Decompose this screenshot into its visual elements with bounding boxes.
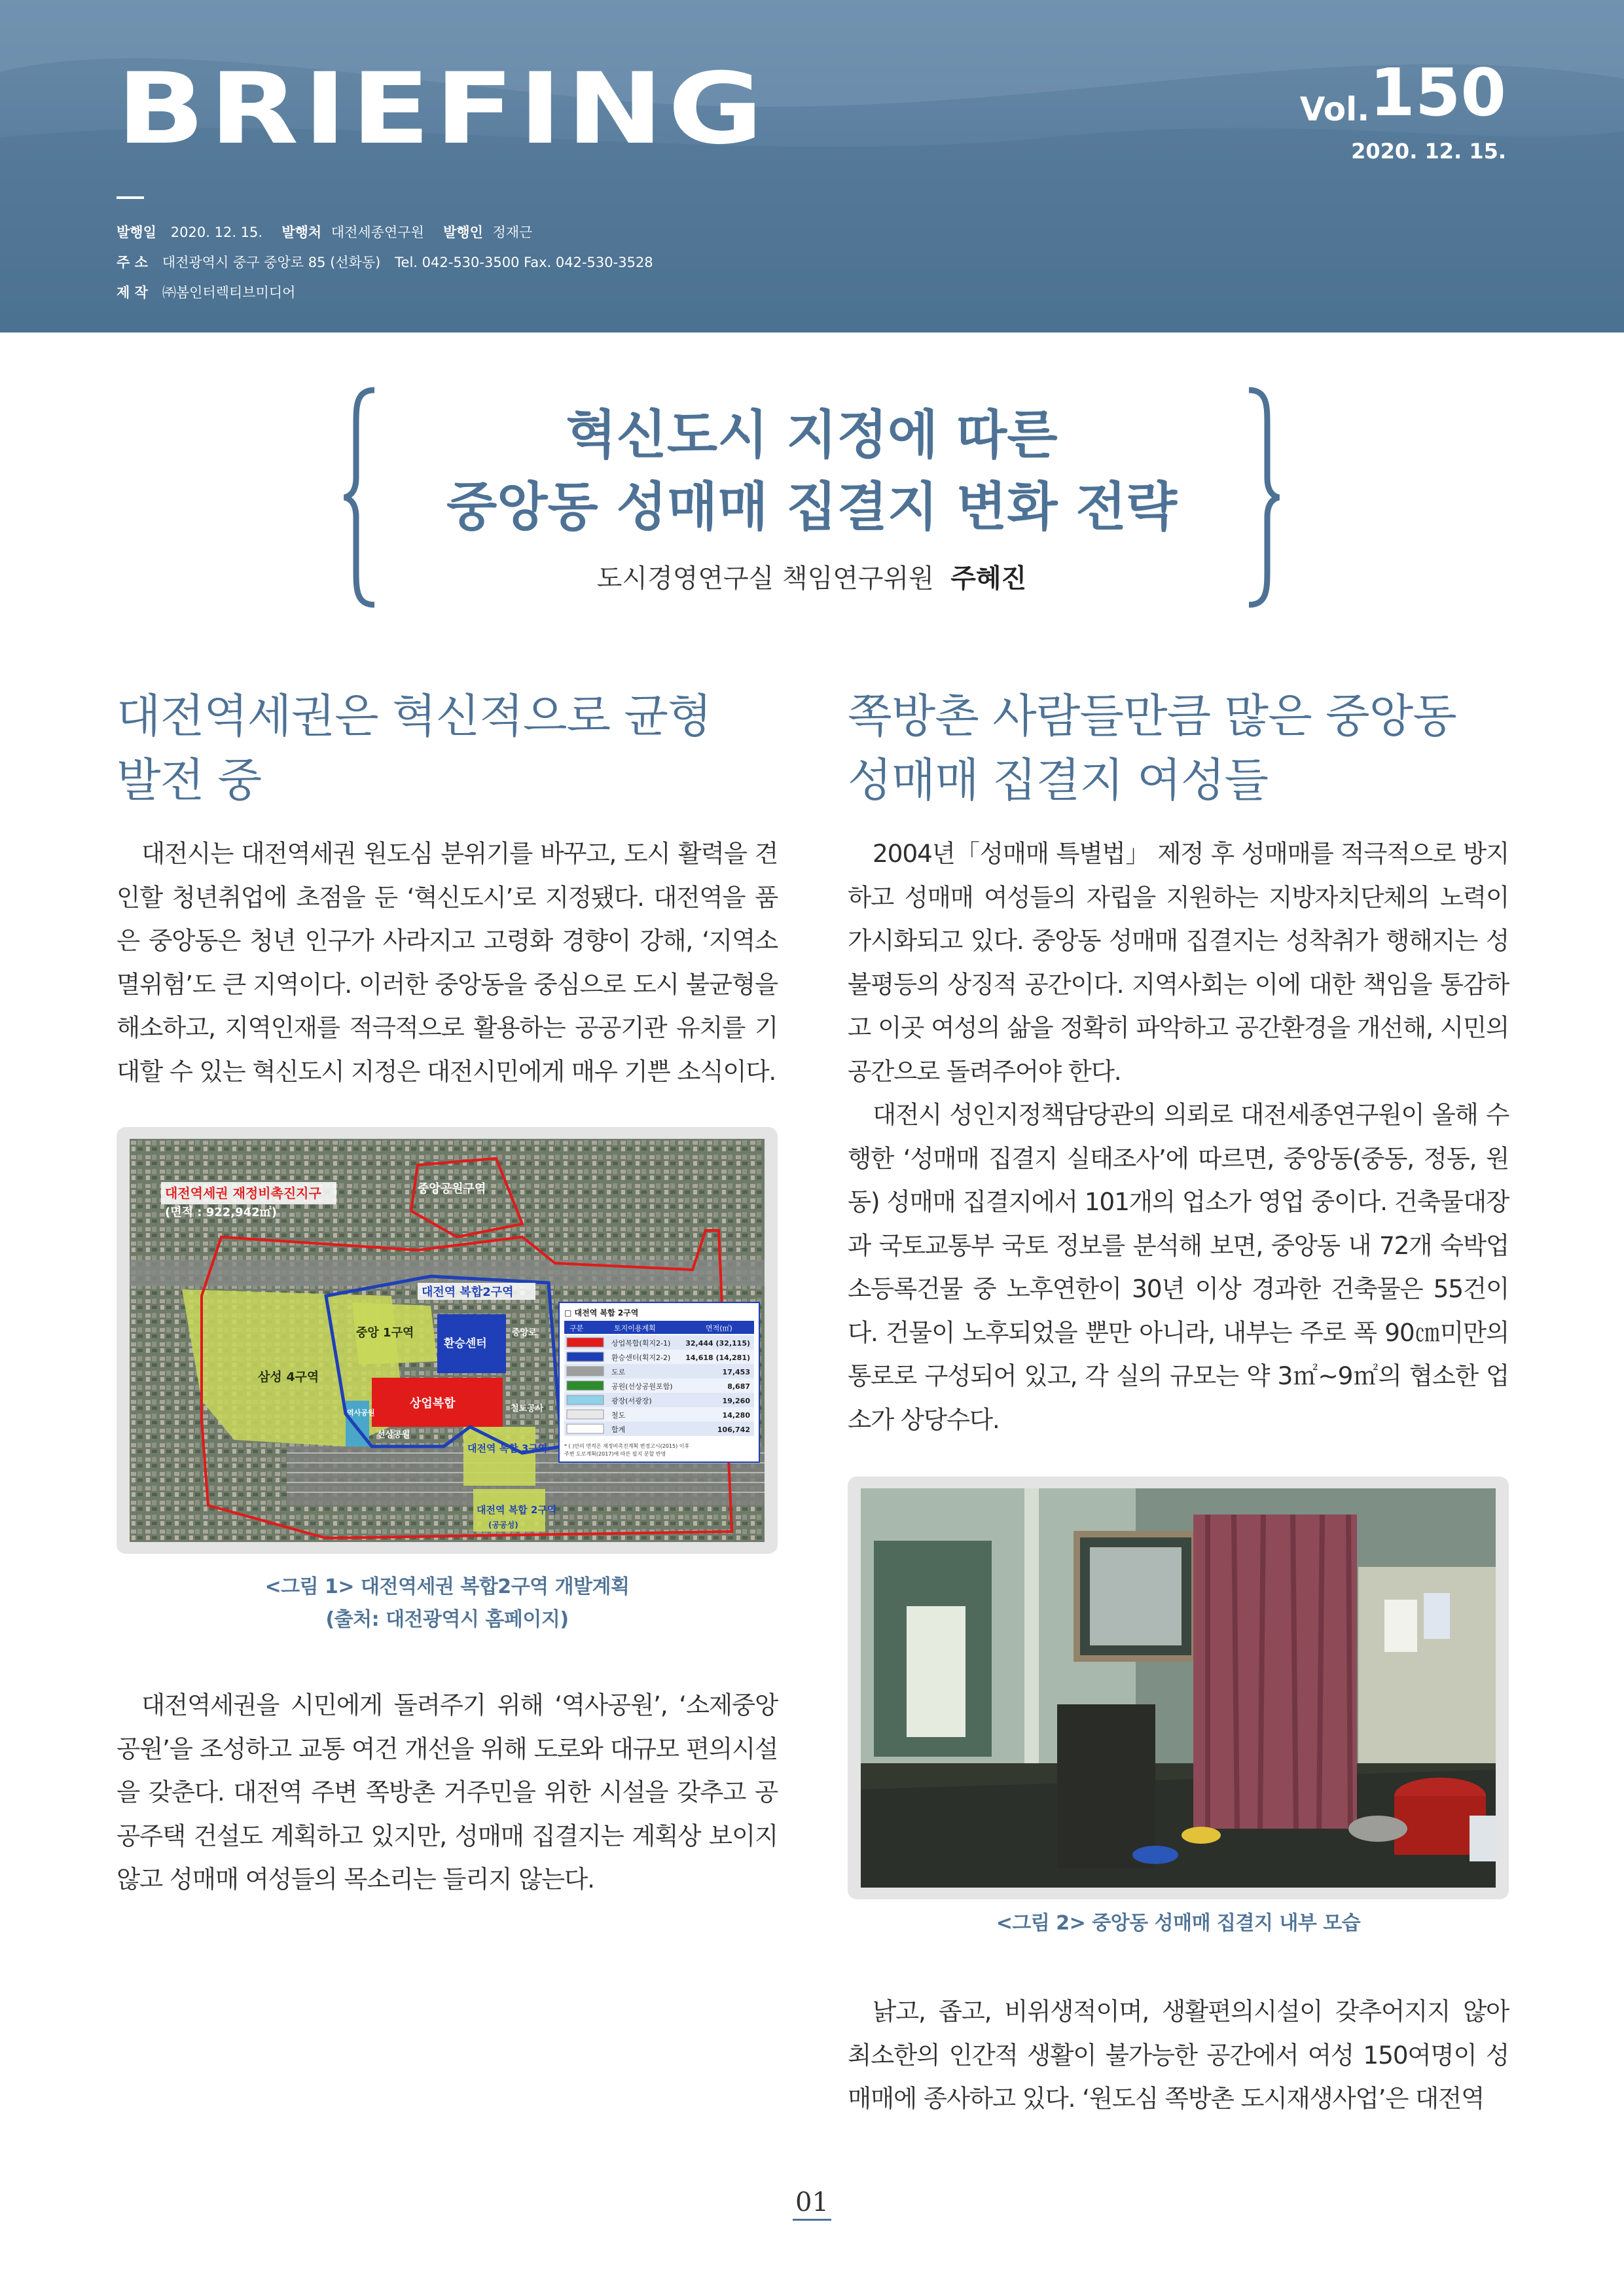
map-label-linear-park: 선상공원	[377, 1430, 410, 1440]
map-label-history-park: 역사공원	[347, 1408, 375, 1417]
table-row-swatch	[567, 1410, 604, 1419]
map-label-railway-corp: 철도공사	[511, 1404, 544, 1414]
table-cell-area: 14,280	[722, 1411, 750, 1420]
right-paragraph-1: 2004년「성매매 특별법」 제정 후 성매매를 적극적으로 방지하고 성매매 여성들의 자립을 지원하는 지방자치단체의 노력이 가시화되고 있다. 중앙동 성매매 집결지는 성착취가 행해지는 성불평등의 상징적 공간이다. 지역사회는 이에 대한 책임을 통감하고 이곳 여성의 삶을 정확히 파악하고 공간환경을 개선해, 시민의 공간으로 돌려주어야 한다.	[848, 839, 1509, 1086]
map-label-commercial: 상업복합	[410, 1397, 456, 1410]
right-heading-line-1: 쪽방촌 사람들만큼 많은 중앙동	[848, 689, 1456, 743]
map-label-complex-2: 대전역 복합2구역	[422, 1285, 514, 1299]
briefing-logo: BRIEFING	[117, 52, 768, 166]
publisher: 대전세종연구원	[331, 224, 424, 240]
volume-label: Vol.	[1299, 90, 1370, 128]
figure-2-caption: <그림 2> 중앙동 성매매 집결지 내부 모습	[996, 1912, 1361, 1935]
right-heading	[848, 684, 1509, 812]
table-row-swatch	[567, 1395, 604, 1405]
table-cell-area: 19,260	[722, 1397, 750, 1405]
map-label-samsung-4: 삼성 4구역	[258, 1370, 319, 1384]
pub-date: 2020. 12. 15.	[170, 224, 263, 240]
author-name: 주혜진	[950, 564, 1027, 594]
briefing-header	[0, 0, 1624, 332]
right-paragraph-3: 낡고, 좁고, 비위생적이며, 생활편의시설이 갖추어지지 않아 최소한의 인간적 생활이 불가능한 공간에서 여성 150여명이 성매매에 종사하고 있다. ‘원도심 쪽방촌 도시재생사업’은 대전역	[848, 1997, 1509, 2113]
table-note: * ( )안의 면적은 재정비촉진계획 변경고시(2015) 이후 주변 도로계획(2017)에 따른 필지 분할 반영	[564, 1443, 690, 1457]
table-cell-use: 합계	[611, 1426, 626, 1434]
map-label-complex-2b: 대전역 복합 2구역	[477, 1504, 557, 1516]
figure-1-frame	[117, 1127, 778, 1554]
right-column	[848, 684, 1509, 2121]
maker-label: 제 작	[117, 285, 148, 300]
table-head-area: 면적(㎡)	[706, 1324, 732, 1333]
table-cell-use: 환승센터(획지2-2)	[611, 1354, 671, 1362]
map-label-district: 대전역세권 재정비촉진지구	[165, 1185, 321, 1201]
pub-date-label: 발행일	[117, 224, 156, 240]
left-heading-line-1: 대전역세권은 혁신적으로 균형	[117, 689, 712, 743]
figure-1-source: (출처: 대전광역시 홈페이지)	[325, 1608, 569, 1631]
table-cell-use: 광장(서광장)	[611, 1397, 652, 1405]
table-cell-use: 공원(선상공원포함)	[611, 1382, 673, 1391]
page-number	[0, 2187, 1624, 2217]
table-cell-area: 14,618 (14,281)	[685, 1354, 750, 1362]
table-rows	[564, 1335, 754, 1436]
pub-line-3	[117, 278, 653, 308]
table-cell-use: 도로	[611, 1368, 626, 1376]
table-row-swatch	[567, 1381, 604, 1390]
table-row-swatch	[567, 1367, 604, 1376]
table-head-category: 구분	[569, 1324, 584, 1333]
table-cell-area: 32,444 (32,115)	[685, 1339, 750, 1348]
title-line-2: 중앙동 성매매 집결지 변화 전략	[446, 476, 1178, 537]
maker: ㈜봄인터렉티브미디어	[162, 285, 296, 300]
left-column	[117, 684, 778, 1901]
title-line-1: 혁신도시 지정에 따른	[566, 404, 1058, 465]
publisher-label: 발행처	[281, 224, 322, 240]
table-cell-area: 8,687	[727, 1382, 750, 1391]
issuer-label: 발행인	[443, 224, 483, 240]
table-head-land-use: 토지이용계획	[614, 1324, 656, 1333]
map-label-area: (면적 : 922,942㎡)	[165, 1206, 277, 1219]
table-cell-area: 106,742	[717, 1426, 750, 1434]
table-title: □ 대전역 복합 2구역	[564, 1308, 639, 1318]
complex-3-zone	[463, 1427, 535, 1486]
left-heading-line-2: 발전 중	[117, 753, 262, 807]
left-heading	[117, 684, 778, 812]
map-label-public: (공공성)	[488, 1520, 518, 1530]
map-label-transfer-center: 환승센터	[444, 1337, 487, 1350]
issue-date: 2020. 12. 15.	[1351, 139, 1506, 164]
development-plan-map	[130, 1139, 765, 1542]
article-title-block	[340, 386, 1283, 609]
interior-photo	[861, 1488, 1496, 1888]
contact: Tel. 042-530-3500 Fax. 042-530-3528	[395, 255, 653, 270]
left-paragraph-1: 대전시는 대전역세권 원도심 분위기를 바꾸고, 도시 활력을 견인할 청년취업에 초점을 둔 ‘혁신도시’로 지정됐다. 대전역을 품은 중앙동은 청년 인구가 사라지고 고령화 경향이 강해, ‘지역소멸위험’도 큰 지역이다. 이러한 중앙동을 중심으로 도시 불균형을 해소하고, 지역인재를 적극적으로 활용하는 공공기관 유치를 기대할 수 있는 혁신도시 지정은 대전시민에게 매우 기쁜 소식이다.	[117, 839, 778, 1086]
table-cell-area: 17,453	[722, 1368, 750, 1376]
address: 대전광역시 중구 중앙로 85 (선화동)	[162, 255, 381, 270]
article-title	[340, 399, 1283, 543]
right-paragraph-2: 대전시 성인지정책담당관의 의뢰로 대전세종연구원이 올해 수행한 ‘성매매 집결지 실태조사’에 따르면, 중앙동(중동, 정동, 원동) 성매매 집결지에서 101개의 업소가 영업 중이다. 건축물대장과 국토교통부 국토 정보를 분석해 보면, 중앙동 내 72개 숙박업소등록건물 중 노후연한이 30년 이상 경과한 건축물은 55건이다. 건물이 노후되었을 뿐만 아니라, 내부는 주로 폭 90㎝미만의 통로로 구성되어 있고, 각 실의 규모는 약 3㎡~9㎡의 협소한 업소가 상당수다.	[848, 1100, 1509, 1434]
pub-line-2	[117, 247, 653, 278]
author-department: 도시경영연구실 책임연구위원	[596, 564, 934, 594]
figure-1-caption	[117, 1571, 778, 1636]
figure-2-frame	[848, 1477, 1509, 1899]
address-label: 주 소	[117, 255, 148, 270]
page-number-value: 01	[793, 2187, 831, 2221]
map-label-road: 중앙로	[512, 1328, 537, 1338]
volume-value: 150	[1369, 54, 1506, 131]
author-line	[340, 558, 1283, 595]
table-row-swatch	[567, 1338, 604, 1347]
issuer: 정재근	[492, 224, 533, 240]
publication-info	[117, 217, 653, 308]
pub-line-1	[117, 217, 653, 247]
table-cell-use: 상업복합(획지2-1)	[611, 1339, 671, 1348]
land-use-table	[559, 1302, 759, 1462]
table-cell-use: 철도	[611, 1411, 626, 1420]
map-label-jungang-1: 중앙 1구역	[356, 1326, 414, 1340]
map-label-park-zone: 중앙공원구역	[418, 1182, 486, 1196]
table-row-swatch	[567, 1352, 604, 1361]
figure-1-title: <그림 1> 대전역세권 복합2구역 개발계획	[264, 1575, 630, 1598]
right-heading-line-2: 성매매 집결지 여성들	[848, 753, 1269, 807]
header-divider	[117, 196, 144, 199]
volume-number	[1299, 54, 1506, 131]
map-label-complex-3: 대전역 복합 3구역	[467, 1443, 548, 1454]
left-paragraph-2: 대전역세권을 시민에게 돌려주기 위해 ‘역사공원’, ‘소제중앙공원’을 조성하고 교통 여건 개선을 위해 도로와 대규모 편의시설을 갖춘다. 대전역 주변 쪽방촌 거주민을 위한 시설을 갖추고 공공주택 건설도 계획하고 있지만, 성매매 집결지는 계획상 보이지 않고 성매매 여성들의 목소리는 들리지 않는다.	[117, 1691, 778, 1893]
table-row-swatch	[567, 1424, 604, 1433]
